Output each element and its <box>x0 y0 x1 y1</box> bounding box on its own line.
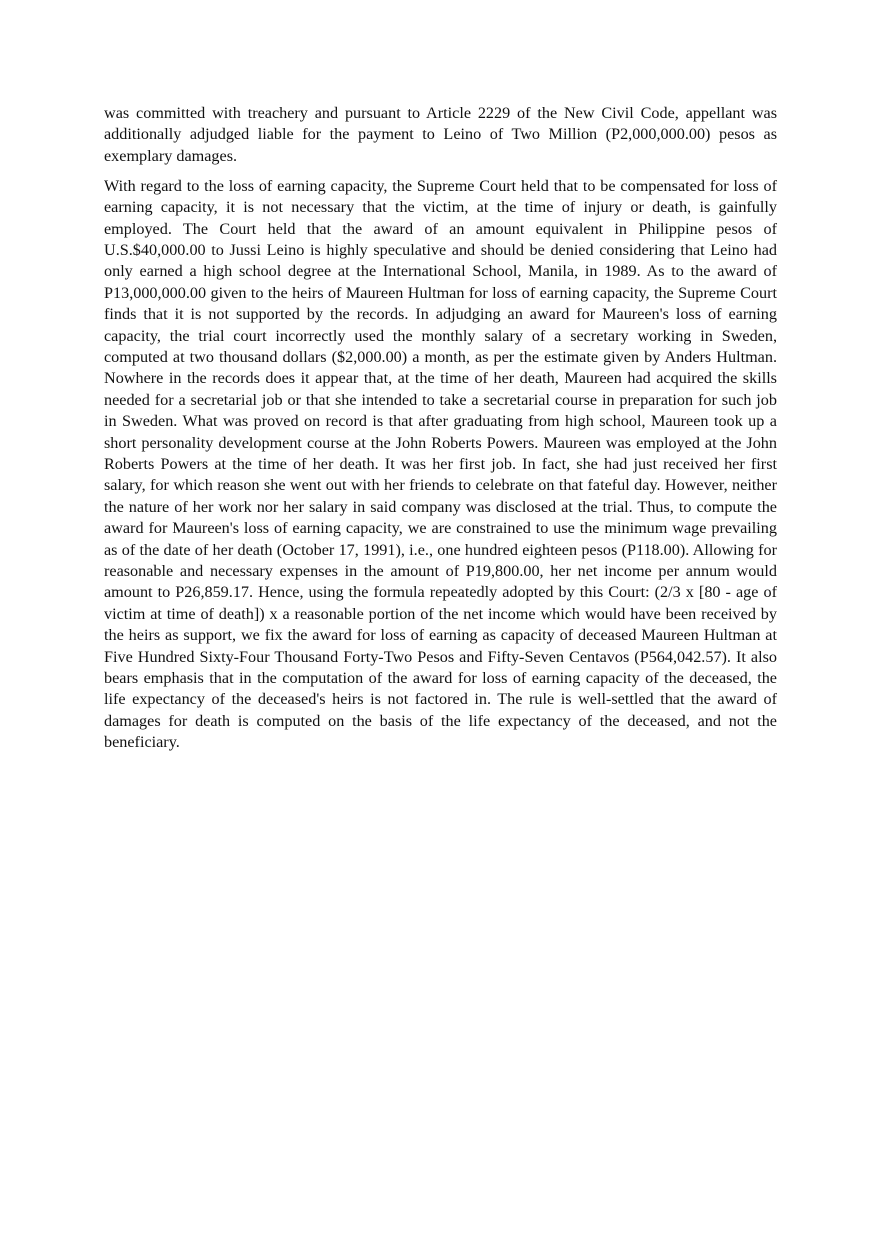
paragraph-loss-of-earning-capacity: With regard to the loss of earning capacity, the Supreme Court held that to be compensated for loss of earning capacity, it is not necessary that the victim, at the time of injury or death, is gainfully employed. The Court held that the award of an amount equivalent in Philippine pesos of U.S.$40,000.00 to Jussi Leino is highly speculative and should be denied considering that Leino had only earned a high school degree at the International School, Manila, in 1989. As to the award of P13,000,000.00 given to the heirs of Maureen Hultman for loss of earning capacity, the Supreme Court finds that it is not supported by the records. In adjudging an award for Maureen's loss of earning capacity, the trial court incorrectly used the monthly salary of a secretary working in Sweden, computed at two thousand dollars ($2,000.00) a month, as per the estimate given by Anders Hultman. Nowhere in the records does it appear that, at the time of her death, Maureen had acquired the skills needed for a secretarial job or that she intended to take a secretarial course in preparation for such job in Sweden. What was proved on record is that after graduating from high school, Maureen took up a short personality development course at the John Roberts Powers. Maureen was employed at the John Roberts Powers at the time of her death. It was her first job. In fact, she had just received her first salary, for which reason she went out with her friends to celebrate on that fateful day. However, neither the nature of her work nor her salary in said company was disclosed at the trial. Thus, to compute the award for Maureen's loss of earning capacity, we are constrained to use the minimum wage prevailing as of the date of her death (October 17, 1991), i.e., one hundred eighteen pesos (P118.00). Allowing for reasonable and necessary expenses in the amount of P19,800.00, her net income per annum would amount to P26,859.17. Hence, using the formula repeatedly adopted by this Court: (2/3 x [80 - age of victim at time of death]) x a reasonable portion of the net income which would have been received by the heirs as support, we fix the award for loss of earning as capacity of deceased Maureen Hultman at Five Hundred Sixty-Four Thousand Forty-Two Pesos and Fifty-Seven Centavos (P564,042.57). It also bears emphasis that in the computation of the award for loss of earning capacity of the deceased, the life expectancy of the deceased's heirs is not factored in. The rule is well-settled that the award of damages for death is computed on the basis of the life expectancy of the deceased, and not the beneficiary. <box>104 176 777 752</box>
body-text <box>104 103 777 754</box>
paragraph-exemplary-damages: was committed with treachery and pursuant to Article 2229 of the New Civil Code, appellant was additionally adjudged liable for the payment to Leino of Two Million (P2,000,000.00) pesos as exemplary damages. <box>104 104 777 165</box>
